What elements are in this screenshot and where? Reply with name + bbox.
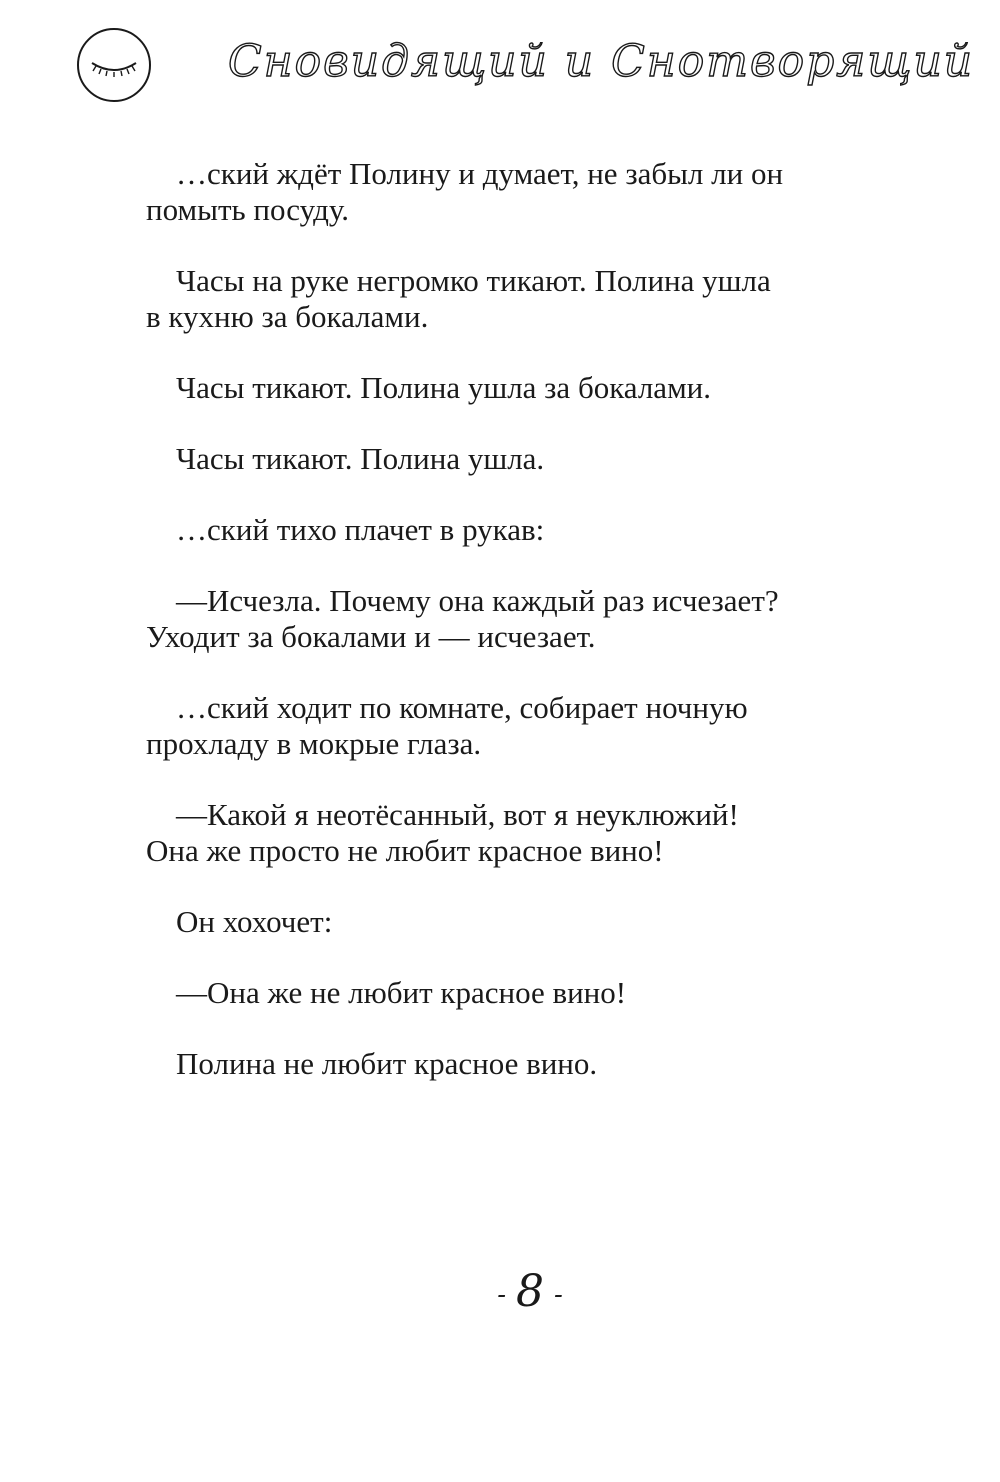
- paragraph: Часы тикают. Полина ушла за бокалами.: [176, 370, 712, 405]
- paragraph: …ский тихо плачет в рукав:: [176, 512, 545, 547]
- paragraph: Он хохочет:: [176, 904, 333, 939]
- page-number-value: 8: [516, 1266, 544, 1317]
- dialogue-paragraph: —Исчезла. Почему она каждый раз исчезает? Уходит за бокалами и — исчезает.: [146, 583, 779, 654]
- paragraph: Полина не любит красное вино.: [176, 1046, 598, 1081]
- dialogue-paragraph: —Она же не любит красное вино!: [176, 975, 627, 1010]
- page-header: [0, 0, 1000, 140]
- dialogue-paragraph: —Какой я неотёсанный, вот я неуклюжий! Она же просто не любит красное вино!: [146, 797, 739, 868]
- book-title: Сновидящий и Снотворящий: [228, 36, 975, 87]
- paragraph: …ский ждёт Полину и думает, не забыл ли он помыть посуду.: [146, 156, 784, 227]
- decorative-dash: -: [554, 1279, 563, 1310]
- paragraph: Часы тикают. Полина ушла.: [176, 441, 545, 476]
- page-number: [470, 1262, 590, 1322]
- paragraph: Часы на руке негромко тикают. Полина ушла в кухню за бокалами.: [146, 263, 771, 334]
- paragraph: …ский ходит по комнате, собирает ночную прохладу в мокрые глаза.: [146, 690, 748, 761]
- closed-eye-icon: [76, 27, 152, 103]
- decorative-dash: -: [497, 1279, 506, 1310]
- page-body: [146, 156, 898, 1117]
